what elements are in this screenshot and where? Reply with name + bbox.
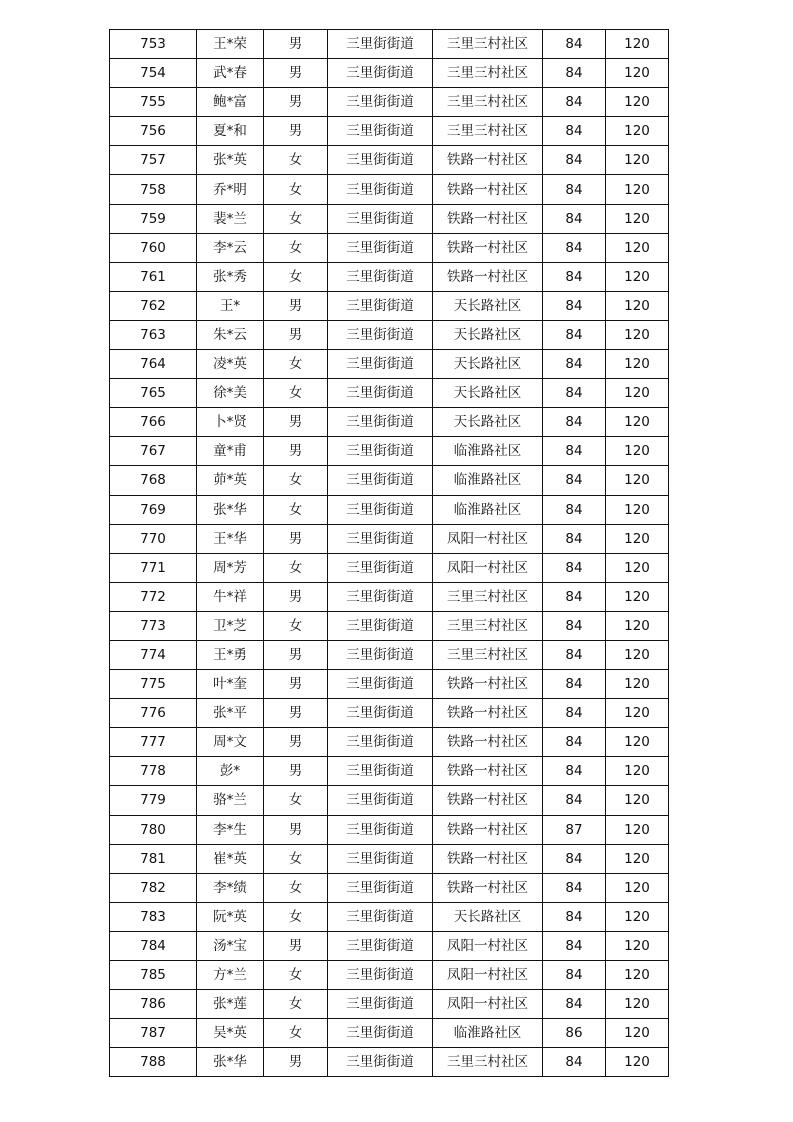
community-cell: 铁路一村社区 xyxy=(433,728,543,757)
serial-number-cell: 776 xyxy=(110,699,197,728)
serial-number-cell: 773 xyxy=(110,611,197,640)
age-cell: 84 xyxy=(543,728,606,757)
age-cell: 87 xyxy=(543,815,606,844)
table-row xyxy=(110,1048,669,1077)
amount-cell: 120 xyxy=(606,815,669,844)
street-cell: 三里街街道 xyxy=(328,786,433,815)
amount-cell: 120 xyxy=(606,204,669,233)
age-cell: 84 xyxy=(543,117,606,146)
gender-cell: 男 xyxy=(264,30,328,59)
name-cell: 张*莲 xyxy=(197,990,264,1019)
serial-number-cell: 784 xyxy=(110,931,197,960)
serial-number-cell: 781 xyxy=(110,844,197,873)
street-cell: 三里街街道 xyxy=(328,291,433,320)
serial-number-cell: 782 xyxy=(110,873,197,902)
age-cell: 84 xyxy=(543,990,606,1019)
age-cell: 84 xyxy=(543,611,606,640)
gender-cell: 女 xyxy=(264,961,328,990)
community-cell: 铁路一村社区 xyxy=(433,262,543,291)
age-cell: 84 xyxy=(543,59,606,88)
community-cell: 凤阳一村社区 xyxy=(433,931,543,960)
serial-number-cell: 759 xyxy=(110,204,197,233)
gender-cell: 男 xyxy=(264,88,328,117)
name-cell: 徐*美 xyxy=(197,379,264,408)
name-cell: 王* xyxy=(197,291,264,320)
community-cell: 铁路一村社区 xyxy=(433,873,543,902)
table-row xyxy=(110,30,669,59)
table-row xyxy=(110,146,669,175)
age-cell: 86 xyxy=(543,1019,606,1048)
name-cell: 张*英 xyxy=(197,146,264,175)
table-row xyxy=(110,524,669,553)
age-cell: 84 xyxy=(543,146,606,175)
name-cell: 鲍*富 xyxy=(197,88,264,117)
table-row xyxy=(110,379,669,408)
age-cell: 84 xyxy=(543,495,606,524)
amount-cell: 120 xyxy=(606,320,669,349)
amount-cell: 120 xyxy=(606,786,669,815)
community-cell: 天长路社区 xyxy=(433,379,543,408)
serial-number-cell: 753 xyxy=(110,30,197,59)
gender-cell: 女 xyxy=(264,233,328,262)
name-cell: 汤*宝 xyxy=(197,931,264,960)
table-row xyxy=(110,553,669,582)
gender-cell: 男 xyxy=(264,408,328,437)
serial-number-cell: 757 xyxy=(110,146,197,175)
street-cell: 三里街街道 xyxy=(328,815,433,844)
gender-cell: 女 xyxy=(264,844,328,873)
table-row xyxy=(110,320,669,349)
gender-cell: 女 xyxy=(264,611,328,640)
amount-cell: 120 xyxy=(606,437,669,466)
street-cell: 三里街街道 xyxy=(328,1048,433,1077)
age-cell: 84 xyxy=(543,786,606,815)
gender-cell: 男 xyxy=(264,320,328,349)
age-cell: 84 xyxy=(543,262,606,291)
amount-cell: 120 xyxy=(606,175,669,204)
table-row xyxy=(110,902,669,931)
gender-cell: 女 xyxy=(264,990,328,1019)
name-cell: 周*文 xyxy=(197,728,264,757)
serial-number-cell: 778 xyxy=(110,757,197,786)
street-cell: 三里街街道 xyxy=(328,990,433,1019)
community-cell: 铁路一村社区 xyxy=(433,815,543,844)
serial-number-cell: 765 xyxy=(110,379,197,408)
gender-cell: 男 xyxy=(264,524,328,553)
serial-number-cell: 755 xyxy=(110,88,197,117)
street-cell: 三里街街道 xyxy=(328,553,433,582)
street-cell: 三里街街道 xyxy=(328,204,433,233)
name-cell: 叶*奎 xyxy=(197,670,264,699)
serial-number-cell: 761 xyxy=(110,262,197,291)
name-cell: 崔*英 xyxy=(197,844,264,873)
name-cell: 王*勇 xyxy=(197,640,264,669)
community-cell: 铁路一村社区 xyxy=(433,844,543,873)
gender-cell: 男 xyxy=(264,931,328,960)
age-cell: 84 xyxy=(543,961,606,990)
street-cell: 三里街街道 xyxy=(328,146,433,175)
amount-cell: 120 xyxy=(606,466,669,495)
serial-number-cell: 764 xyxy=(110,350,197,379)
serial-number-cell: 771 xyxy=(110,553,197,582)
community-cell: 凤阳一村社区 xyxy=(433,990,543,1019)
table-row xyxy=(110,757,669,786)
table-row xyxy=(110,670,669,699)
name-cell: 吴*英 xyxy=(197,1019,264,1048)
amount-cell: 120 xyxy=(606,146,669,175)
age-cell: 84 xyxy=(543,553,606,582)
community-cell: 天长路社区 xyxy=(433,291,543,320)
amount-cell: 120 xyxy=(606,902,669,931)
table-row xyxy=(110,175,669,204)
gender-cell: 男 xyxy=(264,815,328,844)
community-cell: 天长路社区 xyxy=(433,902,543,931)
gender-cell: 男 xyxy=(264,728,328,757)
amount-cell: 120 xyxy=(606,611,669,640)
amount-cell: 120 xyxy=(606,844,669,873)
table-row xyxy=(110,640,669,669)
age-cell: 84 xyxy=(543,379,606,408)
amount-cell: 120 xyxy=(606,233,669,262)
serial-number-cell: 763 xyxy=(110,320,197,349)
table-row xyxy=(110,611,669,640)
gender-cell: 女 xyxy=(264,1019,328,1048)
age-cell: 84 xyxy=(543,640,606,669)
table-row xyxy=(110,495,669,524)
gender-cell: 女 xyxy=(264,146,328,175)
serial-number-cell: 770 xyxy=(110,524,197,553)
table-row xyxy=(110,728,669,757)
table-row xyxy=(110,408,669,437)
table-row xyxy=(110,262,669,291)
community-cell: 临淮路社区 xyxy=(433,1019,543,1048)
street-cell: 三里街街道 xyxy=(328,495,433,524)
street-cell: 三里街街道 xyxy=(328,320,433,349)
age-cell: 84 xyxy=(543,931,606,960)
street-cell: 三里街街道 xyxy=(328,88,433,117)
table-row xyxy=(110,815,669,844)
street-cell: 三里街街道 xyxy=(328,961,433,990)
amount-cell: 120 xyxy=(606,990,669,1019)
community-cell: 天长路社区 xyxy=(433,350,543,379)
street-cell: 三里街街道 xyxy=(328,408,433,437)
table-row xyxy=(110,1019,669,1048)
name-cell: 阮*英 xyxy=(197,902,264,931)
name-cell: 彭* xyxy=(197,757,264,786)
community-cell: 天长路社区 xyxy=(433,408,543,437)
street-cell: 三里街街道 xyxy=(328,757,433,786)
amount-cell: 120 xyxy=(606,961,669,990)
age-cell: 84 xyxy=(543,466,606,495)
gender-cell: 男 xyxy=(264,640,328,669)
gender-cell: 女 xyxy=(264,466,328,495)
age-cell: 84 xyxy=(543,175,606,204)
serial-number-cell: 775 xyxy=(110,670,197,699)
street-cell: 三里街街道 xyxy=(328,931,433,960)
community-cell: 三里三村社区 xyxy=(433,59,543,88)
serial-number-cell: 756 xyxy=(110,117,197,146)
amount-cell: 120 xyxy=(606,1019,669,1048)
community-cell: 临淮路社区 xyxy=(433,437,543,466)
age-cell: 84 xyxy=(543,873,606,902)
name-cell: 凌*英 xyxy=(197,350,264,379)
amount-cell: 120 xyxy=(606,640,669,669)
age-cell: 84 xyxy=(543,88,606,117)
table-row xyxy=(110,117,669,146)
street-cell: 三里街街道 xyxy=(328,611,433,640)
name-cell: 张*华 xyxy=(197,495,264,524)
street-cell: 三里街街道 xyxy=(328,262,433,291)
name-cell: 裴*兰 xyxy=(197,204,264,233)
amount-cell: 120 xyxy=(606,553,669,582)
community-cell: 铁路一村社区 xyxy=(433,699,543,728)
serial-number-cell: 787 xyxy=(110,1019,197,1048)
name-cell: 张*华 xyxy=(197,1048,264,1077)
community-cell: 铁路一村社区 xyxy=(433,670,543,699)
street-cell: 三里街街道 xyxy=(328,350,433,379)
gender-cell: 女 xyxy=(264,553,328,582)
street-cell: 三里街街道 xyxy=(328,873,433,902)
name-cell: 李*绩 xyxy=(197,873,264,902)
amount-cell: 120 xyxy=(606,408,669,437)
community-cell: 凤阳一村社区 xyxy=(433,553,543,582)
name-cell: 骆*兰 xyxy=(197,786,264,815)
community-cell: 铁路一村社区 xyxy=(433,757,543,786)
street-cell: 三里街街道 xyxy=(328,117,433,146)
gender-cell: 女 xyxy=(264,262,328,291)
age-cell: 84 xyxy=(543,320,606,349)
street-cell: 三里街街道 xyxy=(328,466,433,495)
amount-cell: 120 xyxy=(606,873,669,902)
age-cell: 84 xyxy=(543,1048,606,1077)
name-cell: 卫*芝 xyxy=(197,611,264,640)
age-cell: 84 xyxy=(543,408,606,437)
table-row xyxy=(110,699,669,728)
document-page xyxy=(109,29,668,1077)
serial-number-cell: 762 xyxy=(110,291,197,320)
amount-cell: 120 xyxy=(606,728,669,757)
serial-number-cell: 766 xyxy=(110,408,197,437)
community-cell: 临淮路社区 xyxy=(433,466,543,495)
gender-cell: 女 xyxy=(264,379,328,408)
subsidy-table xyxy=(109,29,669,1077)
name-cell: 张*秀 xyxy=(197,262,264,291)
serial-number-cell: 786 xyxy=(110,990,197,1019)
community-cell: 三里三村社区 xyxy=(433,1048,543,1077)
amount-cell: 120 xyxy=(606,350,669,379)
age-cell: 84 xyxy=(543,582,606,611)
name-cell: 武*春 xyxy=(197,59,264,88)
gender-cell: 男 xyxy=(264,757,328,786)
community-cell: 三里三村社区 xyxy=(433,88,543,117)
street-cell: 三里街街道 xyxy=(328,524,433,553)
community-cell: 天长路社区 xyxy=(433,320,543,349)
table-row xyxy=(110,466,669,495)
table-row xyxy=(110,873,669,902)
serial-number-cell: 783 xyxy=(110,902,197,931)
name-cell: 王*华 xyxy=(197,524,264,553)
street-cell: 三里街街道 xyxy=(328,175,433,204)
gender-cell: 女 xyxy=(264,902,328,931)
serial-number-cell: 777 xyxy=(110,728,197,757)
street-cell: 三里街街道 xyxy=(328,379,433,408)
amount-cell: 120 xyxy=(606,262,669,291)
street-cell: 三里街街道 xyxy=(328,728,433,757)
age-cell: 84 xyxy=(543,204,606,233)
table-row xyxy=(110,437,669,466)
name-cell: 乔*明 xyxy=(197,175,264,204)
gender-cell: 男 xyxy=(264,699,328,728)
gender-cell: 女 xyxy=(264,204,328,233)
street-cell: 三里街街道 xyxy=(328,640,433,669)
serial-number-cell: 769 xyxy=(110,495,197,524)
gender-cell: 女 xyxy=(264,495,328,524)
serial-number-cell: 780 xyxy=(110,815,197,844)
street-cell: 三里街街道 xyxy=(328,582,433,611)
community-cell: 铁路一村社区 xyxy=(433,204,543,233)
street-cell: 三里街街道 xyxy=(328,437,433,466)
amount-cell: 120 xyxy=(606,30,669,59)
table-row xyxy=(110,233,669,262)
gender-cell: 女 xyxy=(264,175,328,204)
amount-cell: 120 xyxy=(606,524,669,553)
serial-number-cell: 774 xyxy=(110,640,197,669)
gender-cell: 男 xyxy=(264,670,328,699)
name-cell: 方*兰 xyxy=(197,961,264,990)
name-cell: 李*云 xyxy=(197,233,264,262)
community-cell: 临淮路社区 xyxy=(433,495,543,524)
age-cell: 84 xyxy=(543,699,606,728)
street-cell: 三里街街道 xyxy=(328,844,433,873)
community-cell: 三里三村社区 xyxy=(433,117,543,146)
name-cell: 卜*贤 xyxy=(197,408,264,437)
serial-number-cell: 779 xyxy=(110,786,197,815)
age-cell: 84 xyxy=(543,757,606,786)
gender-cell: 女 xyxy=(264,873,328,902)
amount-cell: 120 xyxy=(606,495,669,524)
community-cell: 铁路一村社区 xyxy=(433,233,543,262)
serial-number-cell: 767 xyxy=(110,437,197,466)
table-body xyxy=(110,30,669,1077)
serial-number-cell: 760 xyxy=(110,233,197,262)
name-cell: 牛*祥 xyxy=(197,582,264,611)
age-cell: 84 xyxy=(543,670,606,699)
amount-cell: 120 xyxy=(606,582,669,611)
gender-cell: 男 xyxy=(264,291,328,320)
name-cell: 夏*和 xyxy=(197,117,264,146)
gender-cell: 男 xyxy=(264,582,328,611)
community-cell: 三里三村社区 xyxy=(433,582,543,611)
community-cell: 铁路一村社区 xyxy=(433,146,543,175)
community-cell: 铁路一村社区 xyxy=(433,786,543,815)
table-row xyxy=(110,59,669,88)
name-cell: 李*生 xyxy=(197,815,264,844)
table-row xyxy=(110,844,669,873)
gender-cell: 男 xyxy=(264,1048,328,1077)
name-cell: 王*荣 xyxy=(197,30,264,59)
amount-cell: 120 xyxy=(606,88,669,117)
street-cell: 三里街街道 xyxy=(328,30,433,59)
name-cell: 朱*云 xyxy=(197,320,264,349)
table-row xyxy=(110,931,669,960)
age-cell: 84 xyxy=(543,524,606,553)
amount-cell: 120 xyxy=(606,1048,669,1077)
amount-cell: 120 xyxy=(606,379,669,408)
age-cell: 84 xyxy=(543,350,606,379)
table-row xyxy=(110,990,669,1019)
amount-cell: 120 xyxy=(606,59,669,88)
amount-cell: 120 xyxy=(606,699,669,728)
age-cell: 84 xyxy=(543,902,606,931)
community-cell: 凤阳一村社区 xyxy=(433,524,543,553)
table-row xyxy=(110,88,669,117)
age-cell: 84 xyxy=(543,291,606,320)
gender-cell: 女 xyxy=(264,786,328,815)
age-cell: 84 xyxy=(543,30,606,59)
table-row xyxy=(110,350,669,379)
gender-cell: 女 xyxy=(264,350,328,379)
street-cell: 三里街街道 xyxy=(328,59,433,88)
serial-number-cell: 768 xyxy=(110,466,197,495)
community-cell: 三里三村社区 xyxy=(433,611,543,640)
street-cell: 三里街街道 xyxy=(328,699,433,728)
name-cell: 童*甫 xyxy=(197,437,264,466)
gender-cell: 男 xyxy=(264,437,328,466)
age-cell: 84 xyxy=(543,437,606,466)
gender-cell: 男 xyxy=(264,117,328,146)
amount-cell: 120 xyxy=(606,117,669,146)
amount-cell: 120 xyxy=(606,757,669,786)
name-cell: 周*芳 xyxy=(197,553,264,582)
serial-number-cell: 785 xyxy=(110,961,197,990)
serial-number-cell: 788 xyxy=(110,1048,197,1077)
community-cell: 凤阳一村社区 xyxy=(433,961,543,990)
amount-cell: 120 xyxy=(606,291,669,320)
name-cell: 茆*英 xyxy=(197,466,264,495)
gender-cell: 男 xyxy=(264,59,328,88)
street-cell: 三里街街道 xyxy=(328,1019,433,1048)
age-cell: 84 xyxy=(543,844,606,873)
table-row xyxy=(110,582,669,611)
community-cell: 三里三村社区 xyxy=(433,30,543,59)
street-cell: 三里街街道 xyxy=(328,233,433,262)
table-row xyxy=(110,291,669,320)
name-cell: 张*平 xyxy=(197,699,264,728)
street-cell: 三里街街道 xyxy=(328,902,433,931)
table-row xyxy=(110,204,669,233)
serial-number-cell: 772 xyxy=(110,582,197,611)
serial-number-cell: 754 xyxy=(110,59,197,88)
community-cell: 铁路一村社区 xyxy=(433,175,543,204)
street-cell: 三里街街道 xyxy=(328,670,433,699)
age-cell: 84 xyxy=(543,233,606,262)
serial-number-cell: 758 xyxy=(110,175,197,204)
amount-cell: 120 xyxy=(606,670,669,699)
table-row xyxy=(110,961,669,990)
amount-cell: 120 xyxy=(606,931,669,960)
table-row xyxy=(110,786,669,815)
community-cell: 三里三村社区 xyxy=(433,640,543,669)
